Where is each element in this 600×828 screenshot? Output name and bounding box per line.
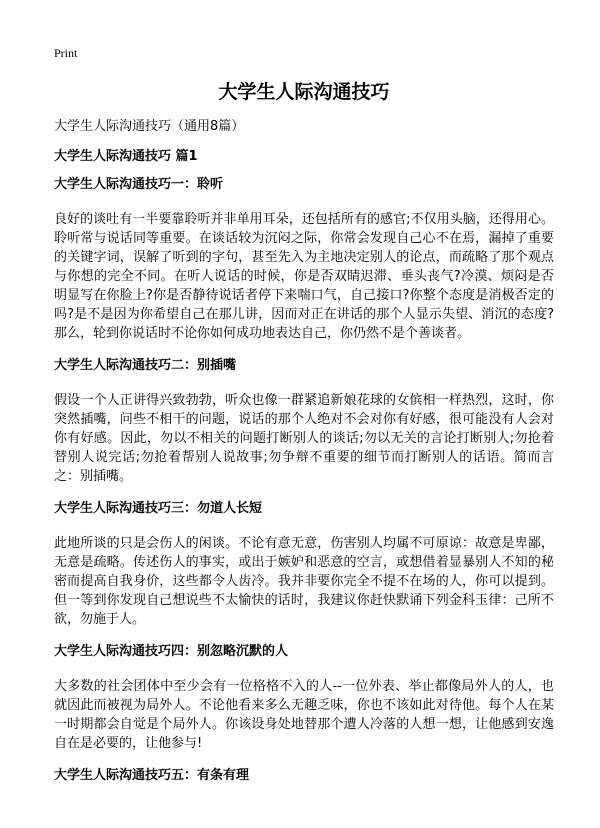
section-paragraph-no-gossip: 此地所谈的只是会伤人的闲谈。不论有意无意，伤害别人均属不可原谅：故意是卑鄙，无意是疏略。传述伤人的事实，或出于嫉妒和恶意的空言，或想借着显暴别人不知的秘密而提高自我身价，这些都令人齿冷。我并非要你完全不提不在场的人，你可以提到。但一等到你发现自己想说些不太愉快的话时，我建议你赶快默诵下列金科玉律：己所不欲，勿施于人。: [54, 536, 554, 627]
document-title: 大学生人际沟通技巧: [218, 81, 390, 103]
part-heading: 大学生人际沟通技巧 篇1: [54, 149, 198, 164]
section-heading-organized: 大学生人际沟通技巧五：有条有理: [54, 768, 250, 783]
print-link[interactable]: Print: [54, 46, 78, 60]
section-heading-silent-people: 大学生人际沟通技巧四：别忽略沉默的人: [54, 644, 289, 659]
section-heading-no-gossip: 大学生人际沟通技巧三：勿道人长短: [54, 501, 263, 516]
document-body: [54, 80, 554, 801]
section-heading-listening: 大学生人际沟通技巧一：聆听: [54, 177, 224, 192]
document-subtitle: 大学生人际沟通技巧（通用8篇）: [54, 119, 245, 134]
section-paragraph-silent-people: 大多数的社会团体中至少会有一位格格不入的人--一位外表、举止都像局外人的人，也就因此而被视为局外人。不论他看来多么无趣乏味，你也不该如此对待他。每个人在某一时期都会自觉是个局外人。你该设身处地替那个遭人冷落的人想一想，让他感到安逸自在是必要的，让他参与!: [54, 679, 554, 751]
section-paragraph-no-interrupt: 假设一个人正讲得兴致勃勃，听众也像一群紧追新娘花球的女傧相一样热烈，这时，你突然插嘴，问些不相干的问题，说话的那个人绝对不会对你有好感，很可能没有人会对你有好感。因此，勿以不相关的问题打断别人的谈话;勿以无关的言论打断别人;勿抢着替别人说完话;勿抢着帮别人说故事;勿争辩不重要的细节而打断别人的话语。简而言之：别插嘴。: [54, 393, 554, 484]
section-paragraph-listening: 良好的谈吐有一半要靠聆听并非单用耳朵，还包括所有的感官;不仅用头脑，还得用心。聆听常与说话同等重要。在谈话较为沉闷之际，你常会发现自己心不在焉，漏掉了重要的关键字词，误解了听到的字句，甚至先入为主地决定别人的论点，而疏略了那个观点与你想的完全不同。在听人说话的时候，你是否双睛迟滞、垂头丧气?冷漠、烦闷是否明显写在你脸上?你是否静待说话者停下来喘口气，自己接口?你整个态度是消极否定的吗?是不是因为你希望自己在那儿讲，因而对正在讲话的那个人显示失望、消沉的态度?那么，轮到你说话时不论你如何成功地表达自己，你仍然不是个善谈者。: [54, 212, 554, 341]
section-heading-no-interrupt: 大学生人际沟通技巧二：别插嘴: [54, 358, 237, 373]
